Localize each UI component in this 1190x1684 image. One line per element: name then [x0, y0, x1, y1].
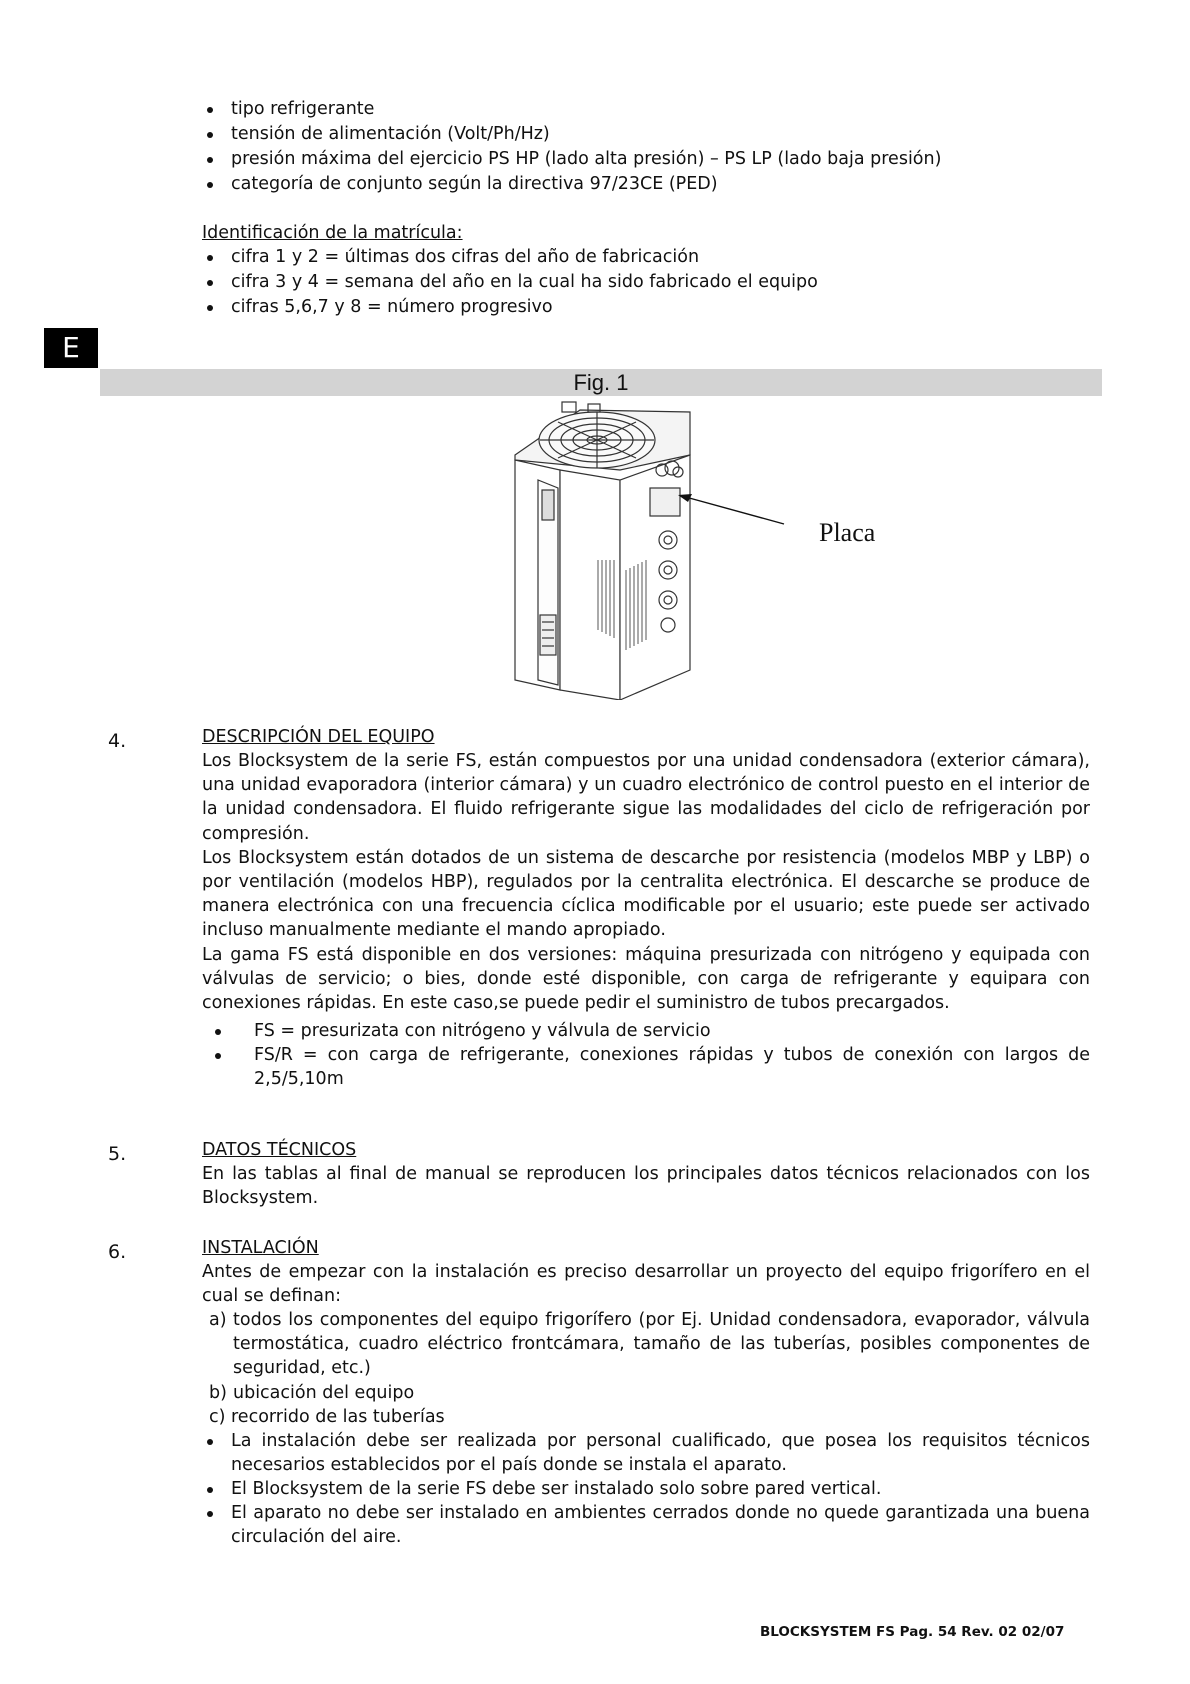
bullet-dot	[207, 107, 213, 113]
list-item: cifra 3 y 4 = semana del año en la cual ha sido fabricado el equipo	[231, 272, 818, 292]
condensing-unit-illustration	[500, 400, 800, 700]
paragraph: La gama FS está disponible en dos versiones: máquina presurizada con nitrógeno y equipada con válvulas de servicio; o bies, donde esté disponible, con carga de refrigerante y equipara con conexiones rápidas. En este caso,se puede pedir el suministro de tubos precargados.	[202, 944, 1090, 1014]
page-footer: BLOCKSYSTEM FS Pag. 54 Rev. 02 02/07	[760, 1624, 1065, 1640]
bullet-dot	[207, 132, 213, 138]
language-tab: E	[44, 328, 98, 368]
section-heading: DATOS TÉCNICOS	[202, 1140, 357, 1160]
paragraph: Los Blocksystem de la serie FS, están compuestos por una unidad condensadora (exterior cámara), una unidad evaporadora (interior cámara) y un cuadro electrónico de control puesto en el interior de la unidad condensadora. El fluido refrigerante sigue las modalidades del ciclo de refrigeración por compresión.	[202, 751, 1090, 844]
list-item: El aparato no debe ser instalado en ambientes cerrados donde no quede garantizada una buena circulación del aire.	[231, 1503, 1090, 1548]
list-item: tensión de alimentación (Volt/Ph/Hz)	[231, 124, 550, 144]
section-body	[202, 749, 1090, 1015]
list-letter: a)	[209, 1310, 227, 1330]
bullet-dot	[215, 1029, 221, 1035]
list-item: presión máxima del ejercicio PS HP (lado alta presión) – PS LP (lado baja presión)	[231, 149, 942, 169]
section-heading: DESCRIPCIÓN DEL EQUIPO	[202, 727, 435, 747]
list-item: FS/R = con carga de refrigerante, conexiones rápidas y tubos de conexión con largos de 2,5/5,10m	[254, 1045, 1090, 1090]
bullet-dot	[207, 1487, 213, 1493]
matricula-heading: Identificación de la matrícula:	[202, 223, 463, 243]
list-item: ubicación del equipo	[233, 1383, 415, 1403]
section-number: 6.	[108, 1241, 127, 1263]
list-letter: b)	[209, 1383, 227, 1403]
bullet-dot	[207, 1439, 213, 1445]
list-item-text: todos los componentes del equipo frigorífero (por Ej. Unidad condensadora, evaporador, válvula termostática, cuadro eléctrico frontcámara, tamaño de las tuberías, posibles componentes de seguridad, etc.)	[233, 1310, 1090, 1379]
list-item: categoría de conjunto según la directiva 97/23CE (PED)	[231, 174, 718, 194]
section-body	[202, 1260, 1090, 1308]
list-item: tipo refrigerante	[231, 99, 375, 119]
bullet-dot	[207, 157, 213, 163]
paragraph: En las tablas al final de manual se reproducen los principales datos técnicos relacionados con los Blocksystem.	[202, 1164, 1090, 1209]
section-body	[202, 1162, 1090, 1210]
bullet-dot	[207, 255, 213, 261]
list-item: El Blocksystem de la serie FS debe ser instalado solo sobre pared vertical.	[231, 1479, 882, 1499]
bullet-dot	[207, 305, 213, 311]
section-number: 5.	[108, 1143, 127, 1165]
list-item: La instalación debe ser realizada por personal cualificado, que posea los requisitos técnicos necesarios establecidos por el país donde se instala el aparato.	[231, 1431, 1090, 1476]
list-letter: c)	[209, 1407, 226, 1427]
section-heading: INSTALACIÓN	[202, 1238, 319, 1258]
list-item: cifra 1 y 2 = últimas dos cifras del año de fabricación	[231, 247, 700, 267]
figure-title-bar	[100, 369, 1102, 396]
paragraph: Los Blocksystem están dotados de un sistema de descarche por resistencia (modelos MBP y LBP) o por ventilación (modelos HBP), regulados por la centralita electrónica. El descarche se produce de manera electrónica con una frecuencia cíclica modificable por el usuario; este puede ser activado incluso manualmente mediante el mando apropiado.	[202, 847, 1090, 941]
list-item: cifras 5,6,7 y 8 = número progresivo	[231, 297, 553, 317]
list-item: FS = presurizata con nitrógeno y válvula de servicio	[254, 1021, 711, 1041]
list-item	[233, 1308, 1090, 1381]
paragraph: Antes de empezar con la instalación es preciso desarrollar un proyecto del equipo frigorífero en el cual se definan:	[202, 1262, 1090, 1307]
bullet-dot	[207, 182, 213, 188]
bullet-dot	[215, 1053, 221, 1059]
bullet-dot	[207, 280, 213, 286]
section-number: 4.	[108, 730, 127, 752]
figure-label: Placa	[819, 518, 876, 547]
list-item: recorrido de las tuberías	[231, 1407, 445, 1427]
bullet-dot	[207, 1511, 213, 1517]
figure-title: Fig. 1	[573, 370, 629, 395]
